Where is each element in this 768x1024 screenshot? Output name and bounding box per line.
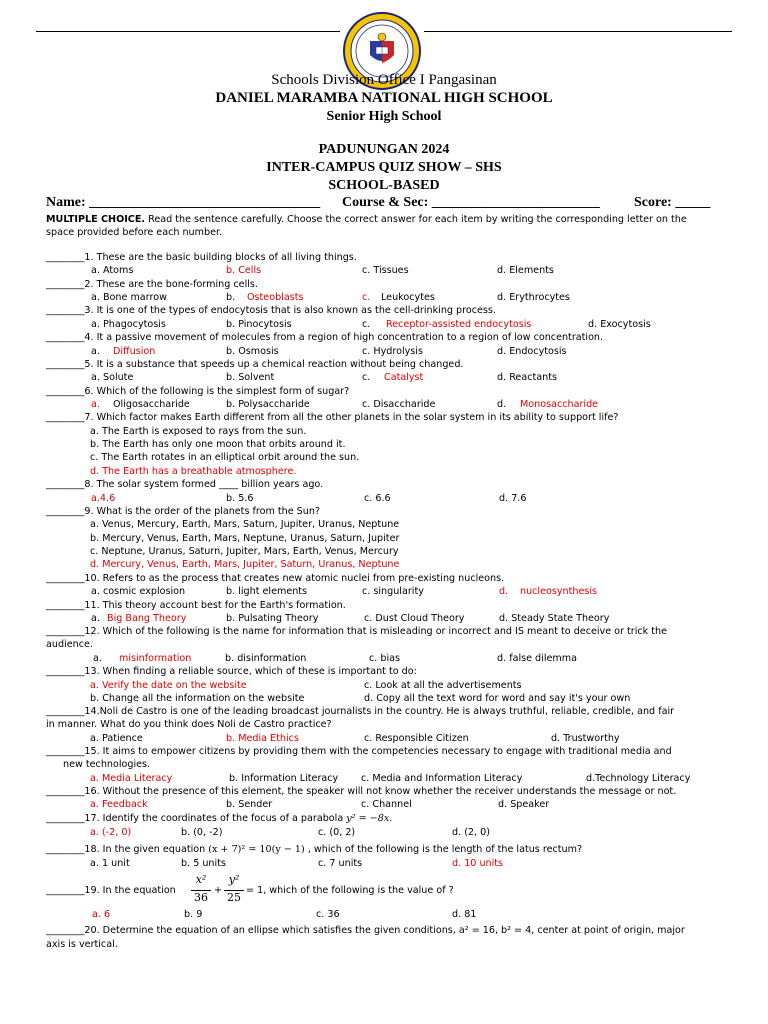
q14-option-c: c. Responsible Citizen [364, 733, 469, 744]
q4-option-c: c. Hydrolysis [362, 346, 423, 357]
q11-option-c: c. Dust Cloud Theory [364, 613, 465, 624]
q6-option-d-letter: d. [497, 399, 507, 410]
q6-option-d: Monosaccharide [520, 399, 599, 410]
q3-option-a: a. Phagocytosis [91, 319, 166, 330]
question-2: ________2. These are the bone-forming cells. [46, 279, 258, 290]
q18-option-c: c. 7 units [318, 858, 363, 869]
question-19: ________19. In the equation [46, 885, 176, 896]
q6-option-a: Oligosaccharide [113, 399, 190, 410]
question-18-rest: , which of the following is the length of the latus rectum? [304, 844, 583, 855]
question-6: ________6. Which of the following is the simplest form of sugar? [46, 386, 350, 397]
q6-option-b: b. Polysaccharide [226, 399, 310, 410]
q15-option-a: a. Media Literacy [90, 773, 173, 784]
q8-option-a: a.4.6 [91, 493, 116, 504]
name-field[interactable]: Name: _________________________________ [46, 195, 321, 210]
q9-option-c: c. Neptune, Uranus, Saturn, Jupiter, Mars, Earth, Venus, Mercury [90, 546, 399, 557]
q16-option-c: c. Channel [361, 799, 412, 810]
q3-option-c: Receptor-assisted endocytosis [386, 319, 532, 330]
q7-option-c: c. The Earth rotates in an elliptical orbit around the sun. [90, 452, 360, 463]
q2-option-c-letter: c. [362, 292, 371, 303]
q10-option-c: c. singularity [362, 586, 424, 597]
q2-option-b-letter: b. [226, 292, 236, 303]
q15-option-b: b. Information Literacy [229, 773, 339, 784]
q2-option-c: Leukocytes [381, 292, 435, 303]
q7-option-b: b. The Earth has only one moon that orbits around it. [90, 439, 346, 450]
instructions-label: MULTIPLE CHOICE. [46, 214, 146, 225]
event-title: PADUNUNGAN 2024 [318, 142, 450, 157]
q5-option-c: Catalyst [384, 372, 424, 383]
question-17-equation: y² = −8x. [346, 813, 393, 824]
question-19-rest: = 1, which of the following is the value of ? [246, 885, 454, 896]
score-field[interactable]: Score: _____ [634, 195, 711, 210]
question-7: ________7. Which factor makes Earth different from all the other planets in the solar system in its ability to support life? [46, 412, 619, 423]
q14-option-b: b. Media Ethics [226, 733, 299, 744]
q18-option-a: a. 1 unit [90, 858, 130, 869]
q17-option-b: b. (0, -2) [181, 827, 223, 838]
q4-option-b: b. Osmosis [226, 346, 279, 357]
question-10: ________10. Refers to as the process that creates new atomic nuclei from pre-existing nucleons. [46, 573, 505, 584]
q4-option-a: Diffusion [113, 346, 156, 357]
school-name: DANIEL MARAMBA NATIONAL HIGH SCHOOL [215, 90, 553, 106]
q19-fraction2-denominator: 25 [227, 891, 241, 904]
q18-option-d: d. 10 units [452, 858, 504, 869]
q2-option-b: Osteoblasts [247, 292, 304, 303]
q3-option-d: d. Exocytosis [588, 319, 651, 330]
q18-option-b: b. 5 units [181, 858, 226, 869]
q10-option-b: b. light elements [226, 586, 308, 597]
question-20: ________20. Determine the equation of an ellipse which satisfies the given conditions, a² = 16, b² = 4, center at point of origin, major [46, 925, 685, 936]
q2-option-a: a. Bone marrow [91, 292, 167, 303]
q19-option-b: b. 9 [184, 909, 203, 920]
q19-option-a: a. 6 [92, 909, 111, 920]
q2-option-d: d. Erythrocytes [497, 292, 570, 303]
q16-option-d: d. Speaker [498, 799, 550, 810]
q17-option-a: a. (-2, 0) [90, 827, 132, 838]
question-17-text: ________17. Identify the coordinates of the focus of a parabola [46, 813, 347, 824]
q1-option-c: c. Tissues [362, 265, 409, 276]
q10-option-a: a. cosmic explosion [91, 586, 186, 597]
q19-fraction1-numerator: x² [195, 873, 207, 886]
q8-option-c: c. 6.6 [364, 493, 391, 504]
q11-option-a-letter: a. [91, 613, 100, 624]
q6-option-c: c. Disaccharide [362, 399, 436, 410]
q11-option-a: Big Bang Theory [107, 613, 187, 624]
q7-option-d: d. The Earth has a breathable atmosphere. [90, 466, 297, 477]
q4-option-a-letter: a. [91, 346, 100, 357]
header-rule-right [424, 31, 732, 32]
q13-option-b: b. Change all the information on the website [90, 693, 305, 704]
question-9: ________9. What is the order of the planets from the Sun? [46, 506, 321, 517]
question-4: ________4. It a passive movement of molecules from a region of high concentration to a region of low concentration. [46, 332, 604, 343]
q10-option-d: nucleosynthesis [520, 586, 598, 597]
course-field[interactable]: Course & Sec: ________________________ [342, 195, 600, 210]
q7-option-a: a. The Earth is exposed to rays from the sun. [90, 426, 307, 437]
header-rule-left [36, 31, 340, 32]
question-18-text: ________18. In the given equation [46, 844, 209, 855]
q3-option-b: b. Pinocytosis [226, 319, 292, 330]
question-15-continued: new technologies. [63, 759, 151, 770]
q17-option-c: c. (0, 2) [318, 827, 356, 838]
question-12: ________12. Which of the following is the name for information that is misleading or incorrect and IS meant to deceive or trick the [46, 626, 668, 637]
question-8: ________8. The solar system formed ____ billion years ago. [46, 479, 324, 490]
event-subtitle: INTER-CAMPUS QUIZ SHOW – SHS [266, 160, 502, 175]
division-office: Schools Division Office I Pangasinan [271, 72, 497, 88]
question-12-continued: audience. [46, 639, 93, 650]
q5-option-a: a. Solute [91, 372, 134, 383]
q3-option-c-letter: c. [362, 319, 371, 330]
q16-option-b: b. Sender [226, 799, 273, 810]
q12-option-a-letter: a. [93, 653, 102, 664]
q11-option-d: d. Steady State Theory [499, 613, 610, 624]
q11-option-b: b. Pulsating Theory [226, 613, 319, 624]
q19-fraction2-numerator: y² [228, 873, 240, 886]
question-18-equation: (x + 7)² = 10(y − 1) [208, 844, 305, 855]
instructions-line2: space provided before each number. [46, 227, 223, 238]
q15-option-d: d.Technology Literacy [586, 773, 691, 784]
q12-option-d: d. false dilemma [497, 653, 577, 664]
question-1: ________1. These are the basic building blocks of all living things. [46, 252, 357, 263]
q13-option-a: a. Verify the date on the website [90, 680, 247, 691]
q19-fraction1-denominator: 36 [194, 891, 208, 904]
question-14: ________14.Noli de Castro is one of the leading broadcast journalists in the country. He is always truthful, reliable, credible, and fair [46, 706, 675, 717]
instructions-text: Read the sentence carefully. Choose the correct answer for each item by writing the corresponding letter on the [145, 214, 687, 225]
q13-option-d: d. Copy all the text word for word and say it's your own [364, 693, 631, 704]
event-level: SCHOOL-BASED [328, 178, 440, 193]
q1-option-d: d. Elements [497, 265, 554, 276]
q12-option-a: misinformation [119, 653, 192, 664]
q12-option-c: c. bias [369, 653, 401, 664]
q17-option-d: d. (2, 0) [452, 827, 490, 838]
q19-plus-sign: + [214, 885, 223, 896]
question-20-continued: axis is vertical. [46, 939, 118, 950]
q19-option-c: c. 36 [316, 909, 340, 920]
school-level: Senior High School [326, 109, 442, 124]
q14-option-d: d. Trustworthy [551, 733, 620, 744]
q14-option-a: a. Patience [90, 733, 143, 744]
q6-option-a-letter: a. [91, 399, 100, 410]
question-5: ________5. It is a substance that speeds up a chemical reaction without being changed. [46, 359, 464, 370]
q5-option-c-letter: c. [362, 372, 371, 383]
q1-option-b: b. Cells [226, 265, 262, 276]
q8-option-b: b. 5.6 [226, 493, 254, 504]
question-18 [46, 843, 582, 856]
q9-option-d: d. Mercury, Venus, Earth, Mars, Jupiter, Saturn, Uranus, Neptune [90, 559, 400, 570]
question-17 [46, 812, 392, 825]
q5-option-b: b. Solvent [226, 372, 275, 383]
q10-option-d-letter: d. [499, 586, 509, 597]
instructions-line1 [46, 213, 687, 226]
q19-option-d: d. 81 [452, 909, 477, 920]
question-16: ________16. Without the presence of this element, the speaker will not know whether the receiver understands the message or not. [46, 786, 677, 797]
q4-option-d: d. Endocytosis [497, 346, 567, 357]
q12-option-b: b. disinformation [225, 653, 307, 664]
q15-option-c: c. Media and Information Literacy [361, 773, 523, 784]
question-14-continued: in manner. What do you think does Noli de Castro practice? [46, 719, 332, 730]
q9-option-b: b. Mercury, Venus, Earth, Mars, Neptune, Uranus, Saturn, Jupiter [90, 533, 400, 544]
q13-option-c: c. Look at all the advertisements [364, 680, 522, 691]
q5-option-d: d. Reactants [497, 372, 557, 383]
question-13: ________13. When finding a reliable source, which of these is important to do: [46, 666, 417, 677]
q16-option-a: a. Feedback [90, 799, 148, 810]
q1-option-a: a. Atoms [91, 265, 134, 276]
q9-option-a: a. Venus, Mercury, Earth, Mars, Saturn, Jupiter, Uranus, Neptune [90, 519, 400, 530]
q8-option-d: d. 7.6 [499, 493, 527, 504]
question-3: ________3. It is one of the types of endocytosis that is also known as the cell-drinking process. [46, 305, 496, 316]
question-15: ________15. It aims to empower citizens by providing them with the competencies necessary to engage with traditional media and [46, 746, 672, 757]
student-info-row [46, 195, 722, 213]
question-11: ________11. This theory account best for the Earth's formation. [46, 600, 346, 611]
